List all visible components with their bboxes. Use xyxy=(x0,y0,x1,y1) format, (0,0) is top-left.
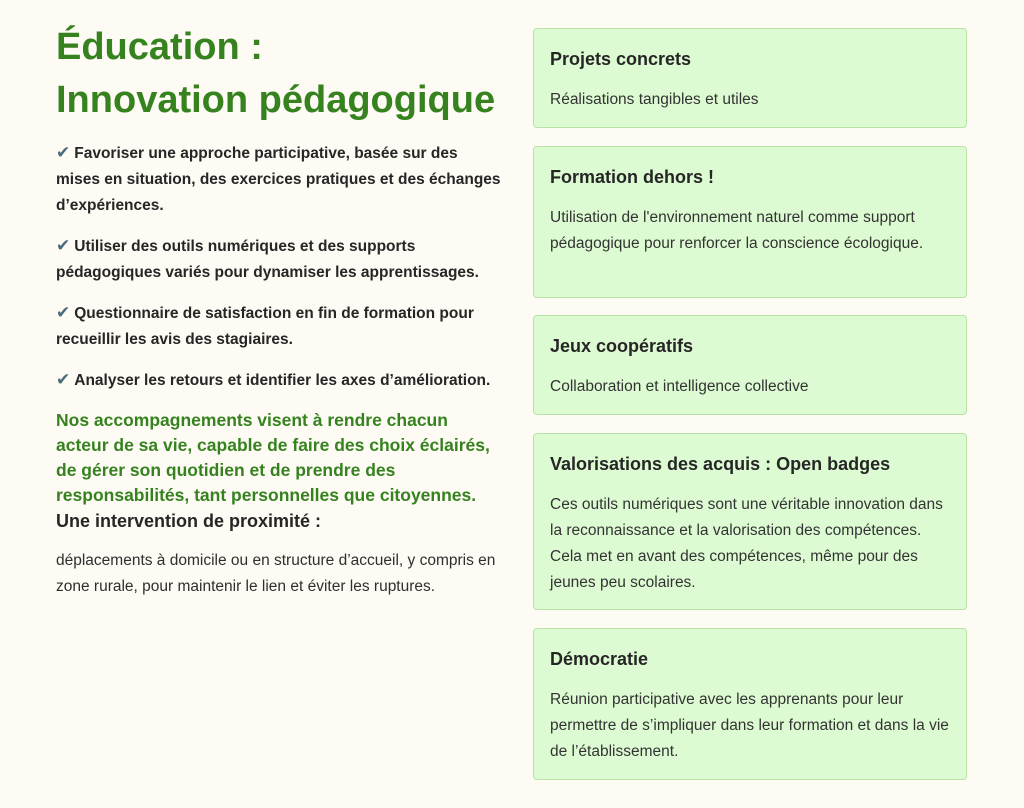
card-text: Réalisations tangibles et utiles xyxy=(550,91,759,108)
page-title xyxy=(56,22,504,123)
check-icon: ✔ xyxy=(56,143,71,162)
card-text: Collaboration et intelligence collective xyxy=(550,378,809,395)
card-democratie xyxy=(533,628,967,780)
check-icon: ✔ xyxy=(56,236,71,255)
card-title: Formation dehors ! xyxy=(550,167,715,187)
page-title-line1: Éducation : xyxy=(56,26,263,68)
proximity-text: déplacements à domicile ou en structure d’accueil, y compris en zone rurale, pour maintenir le lien et éviter les ruptures. xyxy=(56,552,496,595)
bullet-item xyxy=(56,367,504,394)
card-text: Ces outils numériques sont une véritable innovation dans la reconnaissance et la valorisation des compétences. Cela met en avant des compétences, même pour des jeunes peu scolaires. xyxy=(550,496,943,591)
card-projets-concrets xyxy=(533,28,967,128)
card-title: Valorisations des acquis : Open badges xyxy=(550,454,891,474)
highlight-statement: Nos accompagnements visent à rendre chacun acteur de sa vie, capable de faire des choix éclairés, de gérer son quotidien et de prendre des responsabilités, tant personnelles que citoyennes. xyxy=(56,410,490,505)
proximity-title: Une intervention de proximité : xyxy=(56,511,322,531)
card-open-badges xyxy=(533,433,967,610)
bullet-text: Questionnaire de satisfaction en fin de formation pour recueillir les avis des stagiaires. xyxy=(56,305,474,348)
bullet-item xyxy=(56,140,504,219)
card-formation-dehors xyxy=(533,146,967,298)
card-title: Démocratie xyxy=(550,649,649,669)
bullet-item xyxy=(56,233,504,286)
card-text: Réunion participative avec les apprenants pour leur permettre de s’impliquer dans leur formation et dans la vie de l’établissement. xyxy=(550,691,949,760)
left-column xyxy=(56,22,504,600)
card-text: Utilisation de l'environnement naturel comme support pédagogique pour renforcer la conscience écologique. xyxy=(550,209,924,252)
bullet-text: Analyser les retours et identifier les axes d’amélioration. xyxy=(74,372,491,389)
bullet-list xyxy=(56,140,504,394)
bullet-text: Utiliser des outils numériques et des supports pédagogiques variés pour dynamiser les apprentissages. xyxy=(56,238,479,281)
card-jeux-cooperatifs xyxy=(533,315,967,415)
check-icon: ✔ xyxy=(56,303,71,322)
bullet-item xyxy=(56,300,504,353)
card-title: Projets concrets xyxy=(550,49,692,69)
check-icon: ✔ xyxy=(56,370,71,389)
card-title: Jeux coopératifs xyxy=(550,336,694,356)
page-title-line2: Innovation pédagogique xyxy=(56,79,496,121)
bullet-text: Favoriser une approche participative, basée sur des mises en situation, des exercices pratiques et des échanges d’expériences. xyxy=(56,145,501,214)
